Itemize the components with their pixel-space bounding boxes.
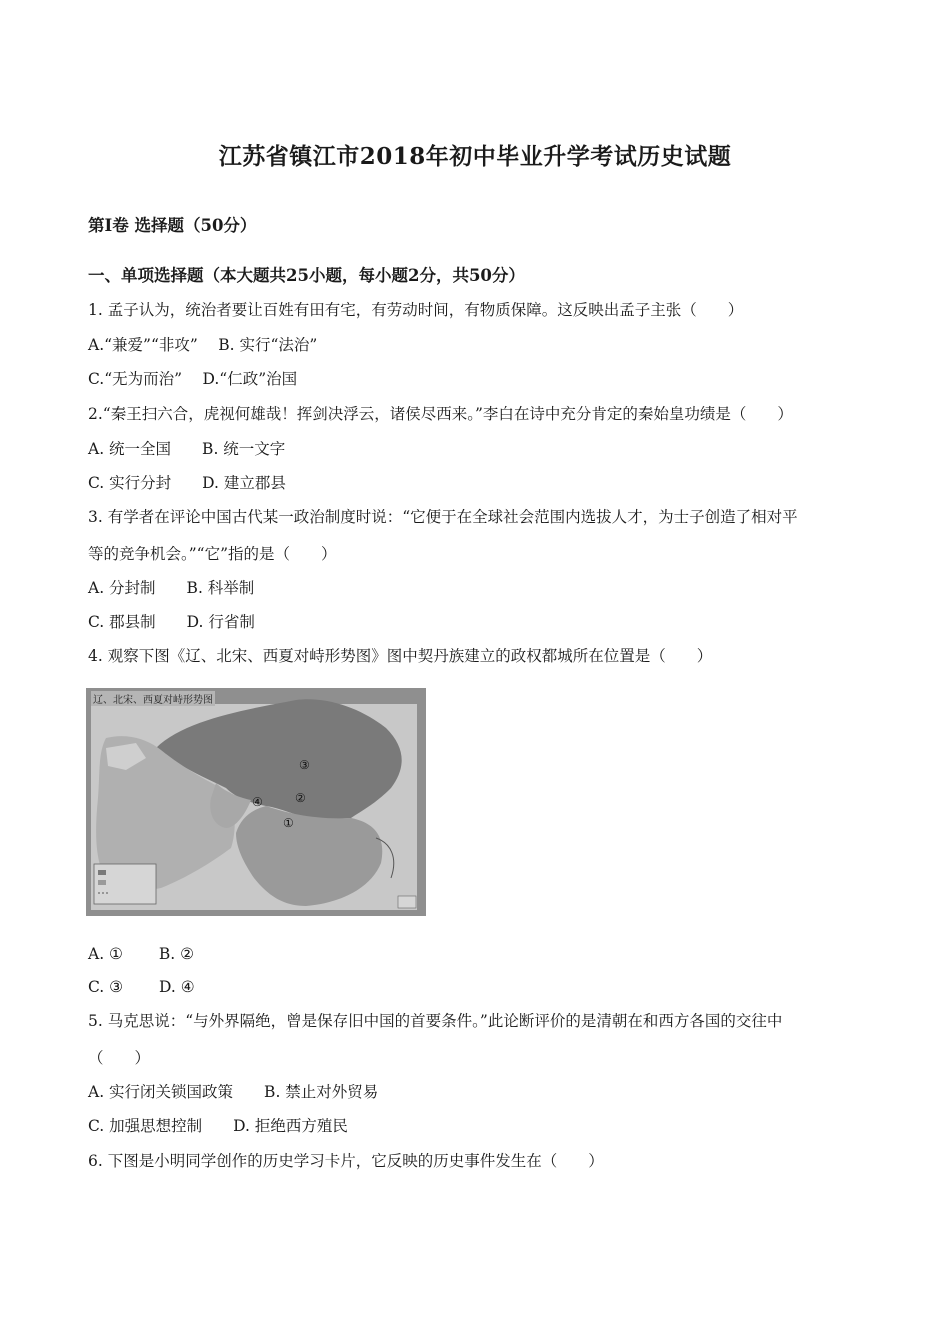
question-2-options-ab: A. 统一全国 B. 统一文字: [88, 440, 286, 458]
question-3-stem-line2: 等的竞争机会。”“它”指的是（ ）: [88, 545, 337, 563]
question-2-options-cd: C. 实行分封 D. 建立郡县: [88, 474, 286, 492]
question-6-stem: 6. 下图是小明同学创作的历史学习卡片，它反映的历史事件发生在（ ）: [88, 1152, 604, 1170]
question-3-stem-line1: 3. 有学者在评论中国古代某一政治制度时说：“它便于在全球社会范围内选拔人才，为士子创造了相对平: [88, 508, 798, 526]
question-3-options-cd: C. 郡县制 D. 行省制: [88, 613, 255, 631]
question-5-stem-line1: 5. 马克思说：“与外界隔绝，曾是保存旧中国的首要条件。”此论断评价的是清朝在和西方各国的交往中: [88, 1012, 783, 1030]
question-2-stem: 2.“秦王扫六合，虎视何雄哉！挥剑决浮云，诸侯尽西来。”李白在诗中充分肯定的秦始皇功绩是（ ）: [88, 405, 793, 423]
part-heading: 第Ⅰ卷 选择题（50分）: [88, 216, 257, 235]
question-5-stem-line2: （ ）: [88, 1049, 151, 1067]
question-5-options-ab: A. 实行闭关锁国政策 B. 禁止对外贸易: [88, 1083, 379, 1101]
question-1-options-cd: C.“无为而治” D.“仁政”治国: [88, 370, 298, 388]
section-heading: 一、单项选择题（本大题共25小题，每小题2分，共50分）: [88, 266, 525, 285]
liao-song-xixia-map: [86, 688, 426, 916]
map-marker-4: ④: [252, 795, 263, 809]
question-1-stem: 1. 孟子认为，统治者要让百姓有田有宅，有劳动时间，有物质保障。这反映出孟子主张（ ）: [88, 301, 744, 319]
question-4-options-ab: A. ① B. ②: [88, 945, 195, 963]
map-marker-3: ③: [299, 758, 310, 772]
question-4-options-cd: C. ③ D. ④: [88, 978, 195, 996]
question-5-options-cd: C. 加强思想控制 D. 拒绝西方殖民: [88, 1117, 348, 1135]
map-marker-2: ②: [295, 791, 306, 805]
map-marker-1: ①: [283, 816, 294, 830]
question-4-stem: 4. 观察下图《辽、北宋、西夏对峙形势图》图中契丹族建立的政权都城所在位置是（ ）: [88, 647, 713, 665]
question-1-options-ab: A.“兼爱”“非攻” B. 实行“法治”: [88, 336, 318, 354]
question-3-options-ab: A. 分封制 B. 科举制: [88, 579, 255, 597]
document-title: 江苏省镇江市2018年初中毕业升学考试历史试题: [218, 143, 732, 170]
map-title: 辽、北宋、西夏对峙形势图: [91, 691, 215, 706]
